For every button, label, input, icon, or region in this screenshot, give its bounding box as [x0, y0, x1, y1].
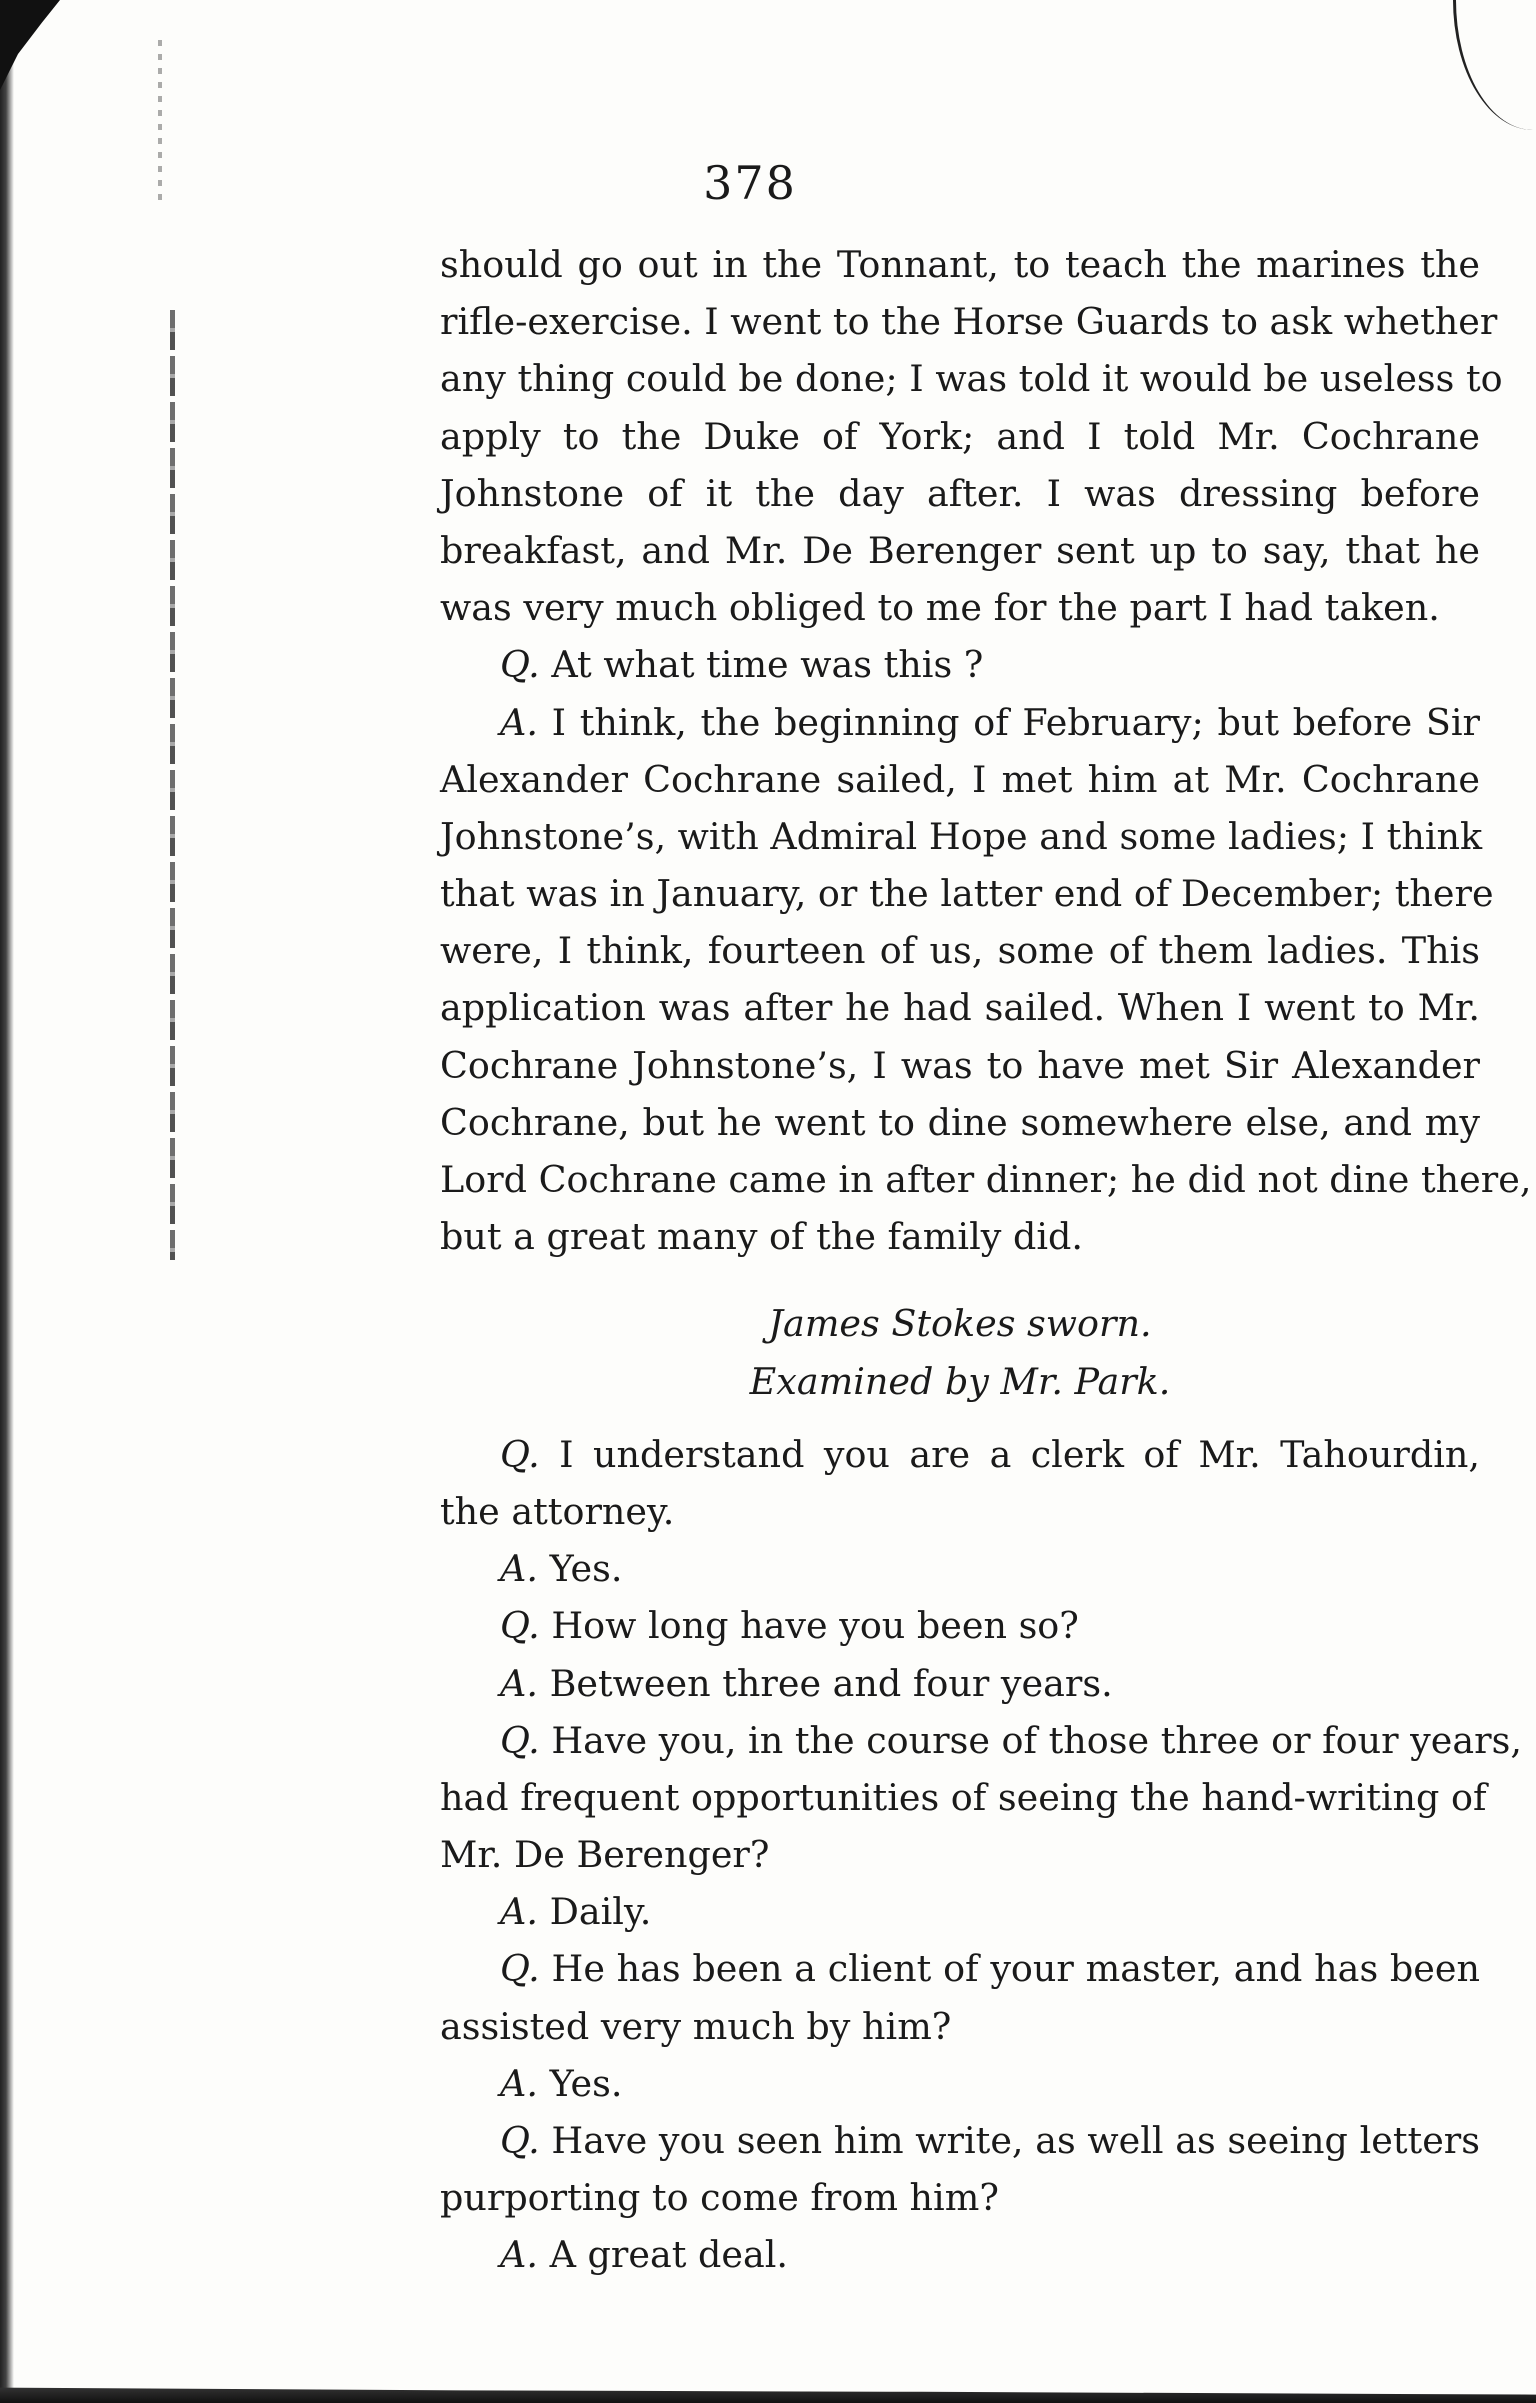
text-line: should go out in the Tonnant, to teach the marines the — [440, 243, 1480, 286]
question-text: At what time was this ? — [551, 643, 984, 687]
question-text: Have you, in the course of those three or four years, — [551, 1718, 1522, 1762]
answer-label: A. — [500, 1661, 538, 1705]
question-line — [440, 2112, 1480, 2169]
spacer — [440, 1410, 1480, 1426]
examiner-heading: Examined by Mr. Park. — [749, 1359, 1171, 1403]
answer-text: Yes. — [549, 2061, 623, 2105]
text-line: assisted very much by him? — [440, 2004, 952, 2048]
question-text: How long have you been so? — [551, 1604, 1079, 1648]
binding-gutter-line — [170, 310, 175, 1260]
question-line — [440, 1426, 1480, 1483]
page-curl-top-right — [1453, 0, 1536, 130]
text-line: apply to the Duke of York; and I told Mr. Cochrane — [440, 414, 1480, 458]
witness-heading: James Stokes sworn. — [768, 1302, 1152, 1346]
scan-edge-left — [0, 0, 14, 2403]
answer-label: A. — [500, 2233, 538, 2277]
answer-line — [440, 2226, 1480, 2283]
answer-line — [440, 694, 1480, 751]
answer-label: A. — [500, 700, 538, 744]
text-line: but a great many of the family did. — [440, 1215, 1083, 1259]
text-line: the attorney. — [440, 1489, 675, 1533]
text-line: any thing could be done; I was told it would be useless to — [440, 357, 1503, 401]
scan-edge-bottom — [0, 2375, 1536, 2403]
question-text: He has been a client of your master, and has been — [551, 1947, 1480, 1991]
text-line: that was in January, or the latter end of December; there — [440, 872, 1494, 916]
text-line: had frequent opportunities of seeing the hand-writing of — [440, 1775, 1487, 1819]
question-label: Q. — [500, 1432, 540, 1476]
question-line — [440, 1940, 1480, 1997]
answer-text: I think, the beginning of February; but before Sir — [551, 700, 1480, 744]
answer-text: Daily. — [549, 1890, 652, 1934]
answer-line — [440, 1883, 1480, 1940]
body-text — [440, 236, 1532, 2284]
answer-text: A great deal. — [549, 2233, 788, 2277]
answer-line — [440, 2055, 1480, 2112]
page-number: 378 — [703, 156, 797, 210]
text-line: purporting to come from him? — [440, 2176, 999, 2220]
text-line: Alexander Cochrane sailed, I met him at Mr. Cochrane — [440, 757, 1480, 801]
text-line: Johnstone of it the day after. I was dressing before — [440, 471, 1480, 515]
question-label: Q. — [500, 2119, 540, 2162]
answer-line — [440, 1540, 1480, 1597]
question-text: Have you seen him write, as well as seeing letters — [551, 2119, 1480, 2162]
text-line: application was after he had sailed. When I went to Mr. — [440, 986, 1480, 1030]
question-label: Q. — [500, 1718, 540, 1762]
question-line — [440, 1597, 1480, 1654]
text-line: rifle-exercise. I went to the Horse Guards to ask whether — [440, 300, 1498, 344]
answer-label: A. — [500, 1547, 538, 1591]
answer-line — [440, 1655, 1480, 1712]
question-label: Q. — [500, 643, 540, 687]
text-line: Johnstone’s, with Admiral Hope and some ladies; I think — [440, 814, 1483, 858]
text-line: were, I think, fourteen of us, some of them ladies. This — [440, 929, 1480, 973]
question-text: I understand you are a clerk of Mr. Tahourdin, — [559, 1432, 1480, 1476]
answer-text: Between three and four years. — [549, 1661, 1113, 1705]
text-line: Mr. De Berenger? — [440, 1833, 770, 1877]
text-line: Cochrane, but he went to dine somewhere else, and my — [440, 1100, 1480, 1144]
text-line: was very much obliged to me for the part I had taken. — [440, 586, 1440, 630]
text-line: Lord Cochrane came in after dinner; he did not dine there, — [440, 1158, 1532, 1201]
question-label: Q. — [500, 1604, 540, 1648]
answer-label: A. — [500, 1890, 538, 1934]
question-label: Q. — [500, 1947, 540, 1991]
answer-label: A. — [500, 2061, 538, 2105]
answer-text: Yes. — [549, 1547, 623, 1591]
text-line: breakfast, and Mr. De Berenger sent up to say, that he — [440, 528, 1480, 572]
text-line: Cochrane Johnstone’s, I was to have met Sir Alexander — [440, 1043, 1480, 1087]
question-line — [440, 636, 1480, 693]
question-line — [440, 1712, 1522, 1769]
